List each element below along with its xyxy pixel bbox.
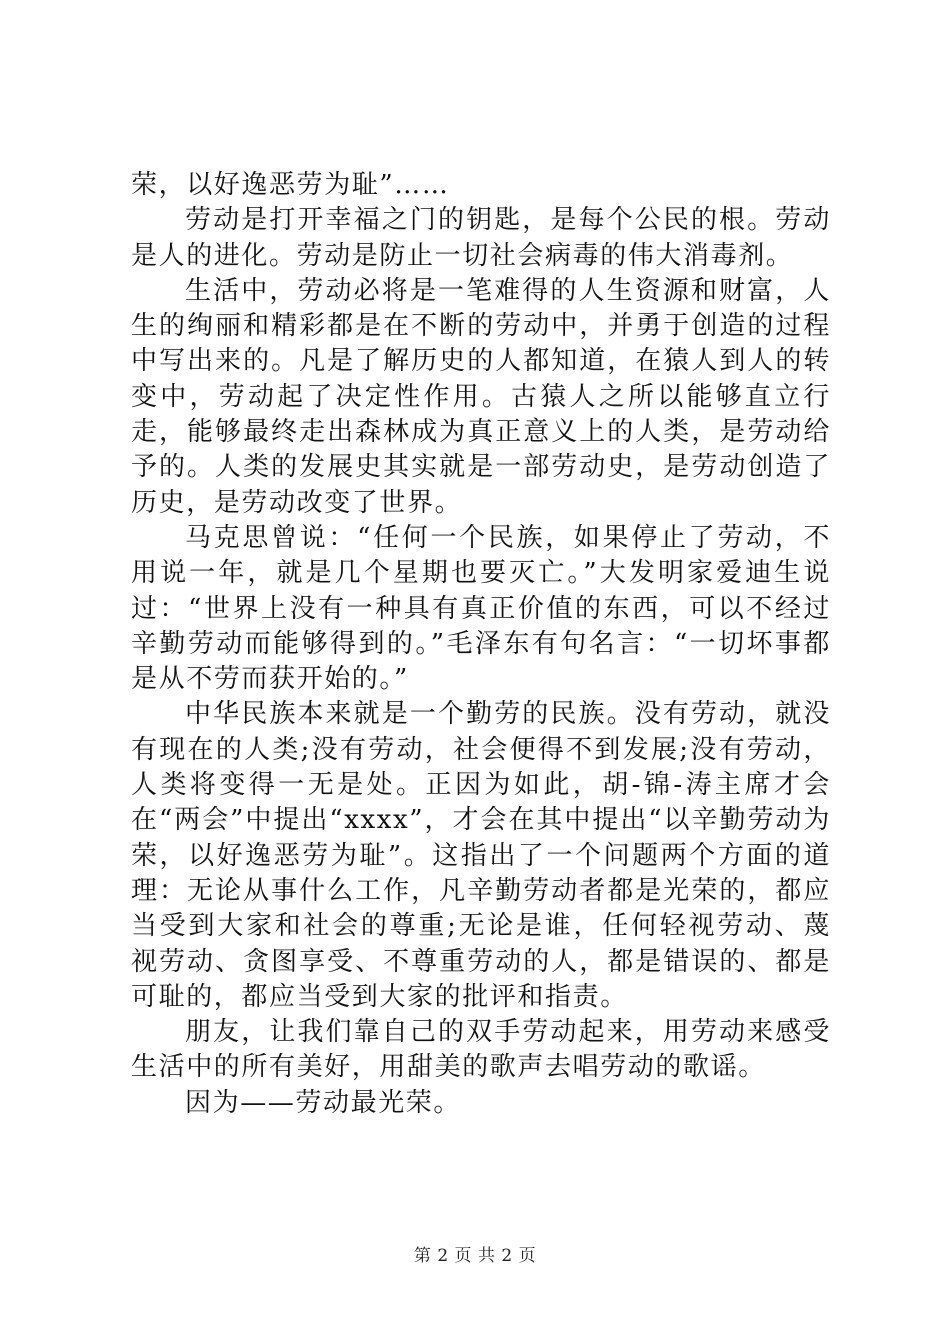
paragraph-life-and-labor: 生活中，劳动必将是一笔难得的人生资源和财富，人生的绚丽和精彩都是在不断的劳动中，并勇于创造的过程中写出来的。凡是了解历史的人都知道，在猿人到人的转变中，劳动起了决定性作用。古猿人之所以能够直立行走，能够最终走出森林成为真正意义上的人类，是劳动给予的。人类的发展史其实就是一部劳动史，是劳动创造了历史，是劳动改变了世界。: [131, 275, 831, 518]
paragraph-conclusion: 因为——劳动最光荣。: [185, 1087, 462, 1118]
paragraph-continuation: 荣，以好逸恶劳为耻”……: [131, 170, 450, 200]
document-body: [131, 168, 831, 1121]
paragraph-quotations: 马克思曾说：“任何一个民族，如果停止了劳动，不用说一年，就是几个星期也要灭亡。”大发明家爱迪生说过：“世界上没有一种具有真正价值的东西，可以不经过辛勤劳动而能够得到的。”毛泽东有句名言：“一切坏事都是从不劳而获开始的。”: [131, 522, 831, 695]
page-number-footer: 第 2 页 共 2 页: [413, 1246, 537, 1266]
paragraph-chinese-nation: 中华民族本来就是一个勤劳的民族。没有劳动，就没有现在的人类;没有劳动，社会便得不到发展;没有劳动，人类将变得一无是处。正因为如此，胡-锦-涛主席才会在“两会”中提出“xxxx”，才会在其中提出“以辛勤劳动为荣，以好逸恶劳为耻”。这指出了一个问题两个方面的道理：无论从事什么工作，凡辛勤劳动者都是光荣的，都应当受到大家和社会的尊重;无论是谁，任何轻视劳动、蔑视劳动、贪图享受、不尊重劳动的人，都是错误的、都是可耻的，都应当受到大家的批评和指责。: [131, 699, 831, 1012]
paragraph-friends-call: 朋友，让我们靠自己的双手劳动起来，用劳动来感受生活中的所有美好，用甜美的歌声去唱劳动的歌谣。: [131, 1017, 831, 1083]
paragraph-key-of-happiness: 劳动是打开幸福之门的钥匙，是每个公民的根。劳动是人的进化。劳动是防止一切社会病毒的伟大消毒剂。: [131, 205, 831, 271]
